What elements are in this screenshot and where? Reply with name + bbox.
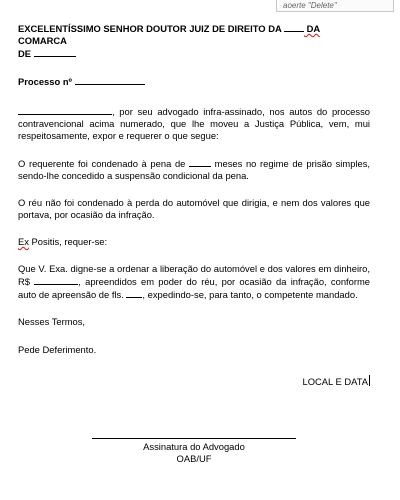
meses-blank bbox=[189, 157, 211, 167]
header-text-comarca: COMARCA bbox=[18, 35, 67, 46]
fls-blank bbox=[126, 288, 142, 298]
header-text-1: EXCELENTÍSSIMO SENHOR DOUTOR JUIZ DE DIREITO DA bbox=[18, 23, 285, 34]
ex-positis-text: Positis, requer-se: bbox=[28, 236, 108, 247]
ex-word: Ex bbox=[18, 236, 29, 247]
header-text-2: DE bbox=[18, 48, 34, 59]
paragraph-automovel-text: O réu não foi condenado à perda do automóvel que dirigia, e nem dos valores que portava, por ocasião da infração. bbox=[18, 197, 370, 220]
paragraph-pena bbox=[18, 157, 370, 182]
local-date-line bbox=[18, 375, 370, 388]
processo-label: Processo nº bbox=[18, 76, 75, 87]
request-text-b: , apreendidos em poder do réu, por ocasião da infração, conforme auto de apreensão de fls. bbox=[18, 276, 370, 300]
processo-blank bbox=[75, 75, 145, 85]
closing-terms: Nesses Termos, bbox=[18, 316, 86, 327]
local-date-text: LOCAL E DATA bbox=[302, 376, 368, 387]
vara-blank bbox=[284, 22, 304, 32]
processo-number bbox=[18, 75, 370, 88]
signature-oab: OAB/UF bbox=[176, 453, 212, 464]
petition-body[interactable] bbox=[18, 22, 370, 388]
addressee-header bbox=[18, 22, 370, 60]
paragraph-request bbox=[18, 263, 370, 301]
signature-name: Assinatura do Advogado bbox=[143, 441, 245, 452]
delete-hint-tooltip: aoerte "Delete" bbox=[276, 0, 394, 12]
paragraph-pena-text-a: O requerente foi condenado à pena de bbox=[18, 158, 190, 169]
signature-line bbox=[92, 438, 296, 439]
paragraph-intro-text: , por seu advogado infra-assinado, nos autos do processo contravencional acima numerado, que lhe moveu a Justiça Pública, vem, mui respeitosamente, expor e requerer o que segue: bbox=[18, 106, 370, 141]
valor-blank bbox=[34, 275, 78, 285]
comarca-blank bbox=[34, 47, 76, 57]
request-text-a: Que V. Exa. digne-se a ordenar a liberação do automóvel e dos valores em dinheiro, R$ bbox=[18, 263, 370, 287]
requerente-blank bbox=[18, 105, 112, 115]
closing-request: Pede Deferimento. bbox=[18, 344, 97, 355]
header-text-da: DA bbox=[304, 23, 320, 34]
paragraph-intro bbox=[18, 105, 370, 142]
paragraph-pena-text-b: meses no regime de prisão simples, sendo-lhe concedido a suspensão condicional da pena. bbox=[18, 158, 371, 181]
signature-block bbox=[92, 438, 296, 465]
paragraph-automovel bbox=[18, 197, 370, 221]
text-cursor bbox=[369, 375, 370, 386]
paragraph-ex-positis bbox=[18, 236, 370, 248]
request-text-c: , expedindo-se, para tanto, o competente mandado. bbox=[142, 289, 358, 300]
